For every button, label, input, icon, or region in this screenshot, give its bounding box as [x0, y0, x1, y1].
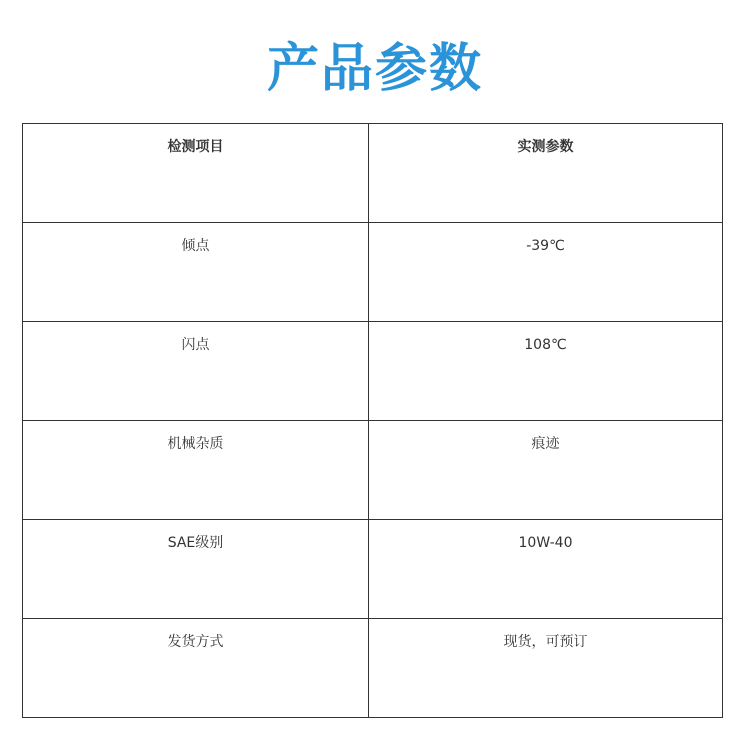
- item-cell: 机械杂质: [23, 421, 369, 520]
- table-header-row: [23, 124, 723, 223]
- value-cell: -39℃: [369, 223, 723, 322]
- table-row: [23, 619, 723, 718]
- item-cell: 闪点: [23, 322, 369, 421]
- product-params-table: [22, 123, 723, 718]
- item-cell: SAE级别: [23, 520, 369, 619]
- table-row: [23, 520, 723, 619]
- page-title: 产品参数: [266, 39, 483, 99]
- value-cell: 痕迹: [369, 421, 723, 520]
- value-cell: 10W-40: [369, 520, 723, 619]
- item-cell: 发货方式: [23, 619, 369, 718]
- value-cell: 108℃: [369, 322, 723, 421]
- header-cell-value: 实测参数: [369, 124, 723, 223]
- value-cell: 现货，可预订: [369, 619, 723, 718]
- item-cell: 倾点: [23, 223, 369, 322]
- table-row: [23, 322, 723, 421]
- table-row: [23, 223, 723, 322]
- table-row: [23, 421, 723, 520]
- header-cell-item: 检测项目: [23, 124, 369, 223]
